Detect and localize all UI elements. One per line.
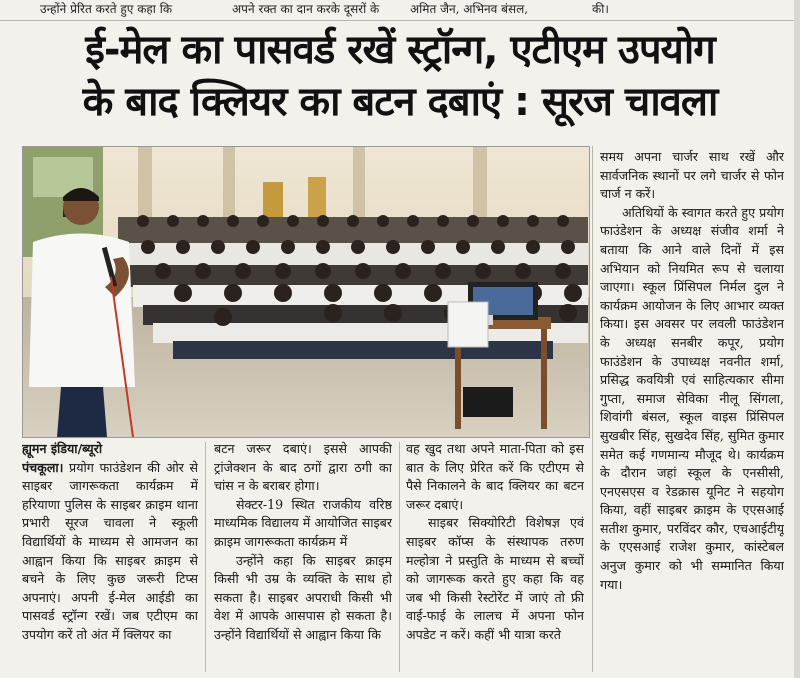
article-paragraph: वह खुद तथा अपने माता-पिता को इस बात के लिए प्रेरित करें कि एटीएम से पैसे निकालने के बाद क्लियर का बटन जरूर दबाएं। — [406, 441, 584, 512]
byline: ह्यूमन इंडिया/ब्यूरो — [22, 441, 103, 456]
headline-line-1: ई-मेल का पासवर्ड रखें स्ट्रॉन्ग, एटीएम उपयोग — [85, 27, 715, 73]
article-paragraph: समय अपना चार्जर साथ रखें और सार्वजनिक स्थानों पर लगे चार्जर से फोन चार्ज न करें। — [600, 149, 784, 202]
strip-fragment: अमित जैन, अभिनव बंसल, — [410, 2, 529, 16]
dateline: पंचकूला। — [22, 459, 64, 475]
column-divider — [399, 442, 400, 672]
article-paragraph: साइबर सिक्योरिटी विशेषज्ञ एवं साइबर कॉप्स के संस्थापक तरुण मल्होत्रा ने प्रस्तुति के माध्यम से बच्चों को जागरूक करते हुए कहा कि वह जब भी किसी रेस्टोरेंट में जाएं तो फ्री वाई-फाई के लालच में अपना फोन अपडेट न करें। कहीं भी यात्रा करते — [406, 515, 584, 642]
article-column-3 — [406, 440, 584, 672]
column-divider — [592, 146, 593, 672]
event-photo — [22, 146, 590, 438]
headline-line-2: के बाद क्लियर का बटन दबाएं : सूरज चावला — [82, 79, 718, 125]
page-edge — [794, 0, 800, 678]
article-paragraph: बटन जरूर दबाएं। इससे आपकी ट्रांजेक्शन के बाद ठगों द्वारा ठगी का चांस न के बराबर होगा। — [214, 441, 392, 494]
column-divider — [205, 442, 206, 672]
strip-fragment: उन्होंने प्रेरित करते हुए कहा कि — [40, 2, 173, 16]
strip-fragment: की। — [592, 2, 609, 16]
top-divider — [0, 20, 794, 21]
article-paragraph: उन्होंने कहा कि साइबर क्राइम किसी भी उम्र के व्यक्ति के साथ हो सकता है। साइबर अपराधी किसी भी वेश में आपके आसपास हो सकता है। उन्होंने विद्यार्थियों से आह्वान किया कि — [214, 552, 392, 642]
article-paragraph: अतिथियों के स्वागत करते हुए प्रयोग फाउंडेशन के अध्यक्ष संजीव शर्मा ने बताया कि आने वाले दिनों में इस अभियान को नियमित रूप से चलाया जाएगा। स्कूल प्रिंसिपल निर्मल दुल ने कार्यक्रम आयोजन के लिए आभार व्यक्त किया। इस अवसर पर लवली फाउंडेशन के अध्यक्ष सनबीर कपूर, प्रयोग फाउंडेशन के उपाध्यक्ष नवनीत शर्मा, प्रसिद्ध कवयित्री एवं साहित्यकार सीमा गुप्ता, समाज सेविका नीलू सिंगला, शिवांगी बंसल, स्कूल वाइस प्रिंसिपल सुखबीर सिंह, सुखदेव सिंह, सुमित कुमार समेत कई गणमान्य मौजूद थे। कार्यक्रम के दौरान जहां स्कूल के एनसीसी, एनएसएस व रेडक्रास यूनिट ने सहयोग किया, वहीं साइबर क्राइम के एएसआई सतीश कुमार, परविंदर कौर, एचआईटीयू के एएसआई राजेश कुमार, कांस्टेबल अनुज कुमार को भी सम्मानित किया गया। — [600, 204, 784, 592]
article-text: प्रयोग फाउंडेशन की ओर से साइबर जागरूकता कार्यक्रम में हरियाणा पुलिस के साइबर क्राइम थाना प्रभारी सूरज चावला ने स्कूली विद्यार्थियों के माध्यम से आमजन का आह्वान किया कि साइबर क्राइम से बचने के लिए कुछ जरूरी टिप्स अपनाएं। अपनी ई-मेल आईडी का पासवर्ड स्ट्रॉन्ग रखें। जब एटीएम का उपयोग करें तो अंत में क्लियर का — [22, 459, 198, 642]
strip-fragment: अपने रक्त का दान करके दूसरों के — [232, 2, 380, 16]
article-paragraph: सेक्टर-19 स्थित राजकीय वरिष्ठ माध्यमिक विद्यालय में आयोजित साइबर क्राइम जागरूकता कार्यक्रम में — [214, 496, 392, 549]
previous-article-strip — [0, 0, 800, 20]
article-column-1 — [22, 440, 198, 672]
headline — [20, 24, 780, 128]
article-column-4 — [600, 148, 784, 672]
event-photo-illustration — [23, 147, 589, 437]
article-paragraph — [22, 459, 198, 645]
article-column-2 — [214, 440, 392, 672]
